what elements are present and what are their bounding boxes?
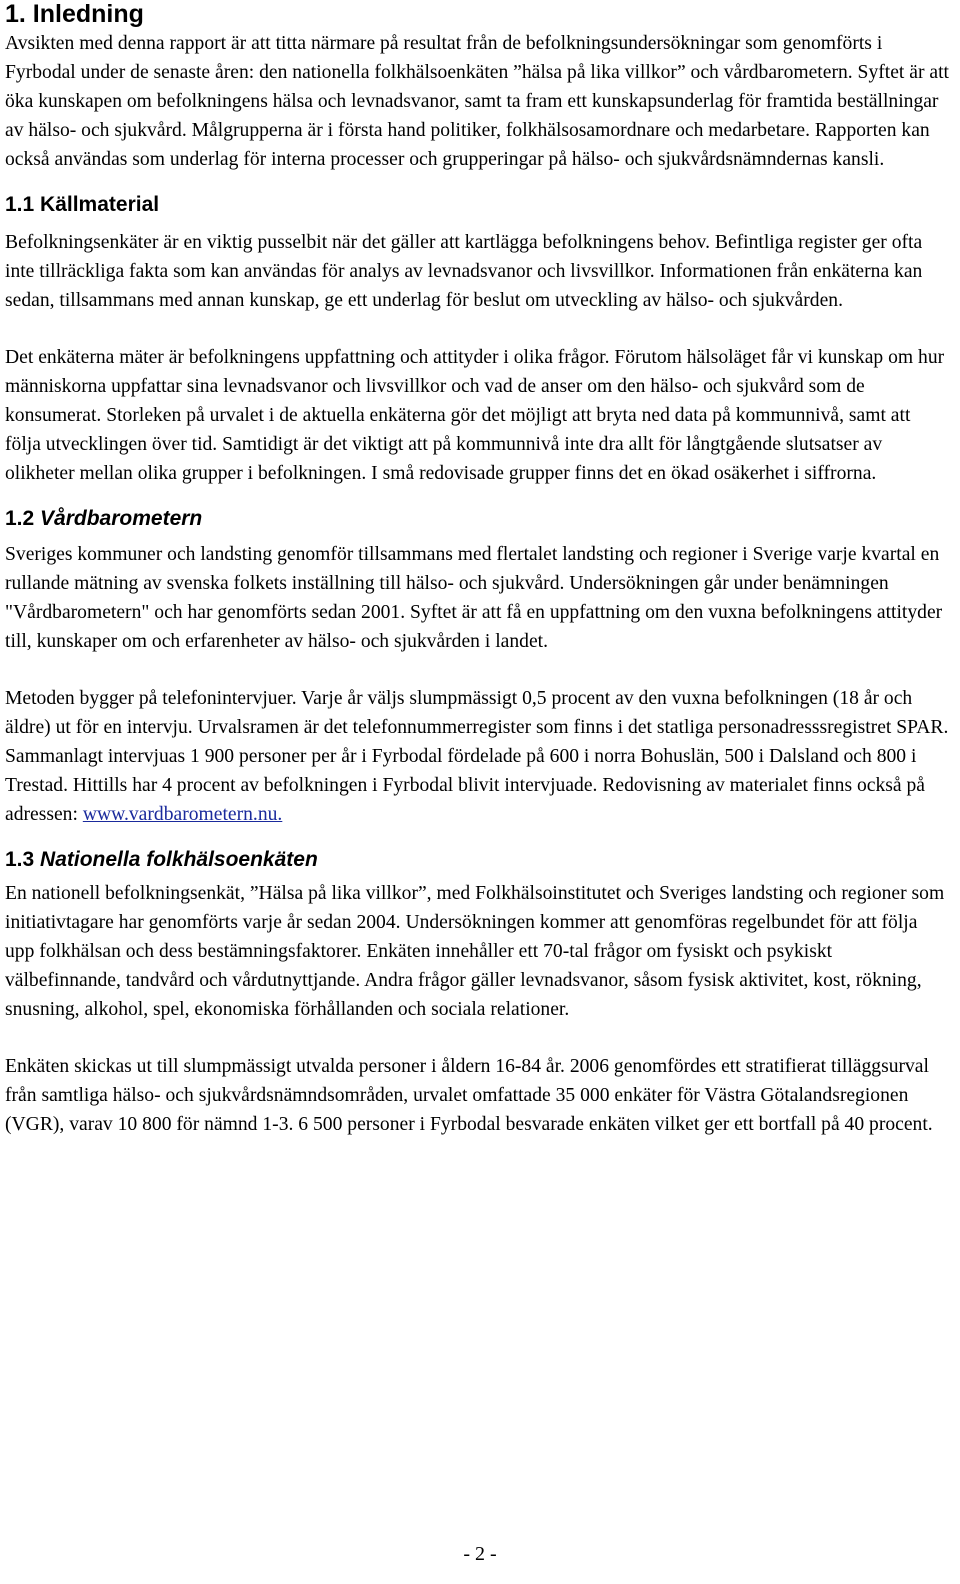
- paragraph-kallmaterial-2: Det enkäterna mäter är befolkningens uppfattning och attityder i olika frågor. Förutom hälsoläget får vi kunskap om hur människorna uppfattar sina levnadsvanor och livsvillkor och vad de anser om den hälso- och sjukvård som de konsumerat. Storleken på urvalet i de aktuella enkäterna gör det möjligt att bryta ned data på kommunnivå, samt att följa utvecklingen över tid. Samtidigt är det viktigt att på kommunnivå inte dra allt för långtgående slutsatser av olikheter mellan olika grupper i befolkningen. I små redovisade grupper finns det en ökad osäkerhet i siffrorna.: [5, 347, 945, 484]
- section-heading-inledning: 1. Inledning: [5, 0, 144, 28]
- paragraph-kallmaterial-1: Befolkningsenkäter är en viktig pusselbit när det gäller att kartlägga befolkningens behov. Befintliga register ger ofta inte tillräckliga fakta som kan användas för analys av levnadsvanor och livsvillkor. Informationen från enkäterna kan sedan, tillsammans med annan kunskap, ge ett underlag för beslut om utveckling av hälso- och sjukvården.: [5, 232, 923, 311]
- section-number: 1.3: [5, 848, 35, 871]
- paragraph-vardbarometern-1: Sveriges kommuner och landsting genomför tillsammans med flertalet landsting och regioner i Sverige varje kvartal en rullande mätning av svenska folkets inställning till hälso- och sjukvård. Undersökningen går under benämningen "Vårdbarometern" och har genomförts sedan 2001. Syftet är att få en uppfattning om den vuxna befolkningens attityder till, kunskaper om och erfarenheter av hälso- och sjukvården i landet.: [5, 544, 943, 652]
- section-title: Vårdbarometern: [40, 507, 203, 530]
- section-heading-kallmaterial: 1.1 Källmaterial: [5, 193, 160, 216]
- document-page: [5, 0, 950, 1139]
- spacer: [5, 532, 950, 540]
- spacer: [5, 1024, 950, 1052]
- spacer: [5, 488, 950, 506]
- spacer: [5, 315, 950, 343]
- paragraph-inledning: Avsikten med denna rapport är att titta närmare på resultat från de befolkningsundersökningar som genomförts i Fyrbodal under de senaste åren: den nationella folkhälsoenkäten ”hälsa på lika villkor” och vårdbarometern. Syftet är att öka kunskapen om befolkningens hälsa och levnadsvanor, samt ta fram ett kunskapsunderlag för framtida beställningar av hälso- och sjukvård. Målgrupperna är i första hand politiker, folkhälsosamordnare och medarbetare. Rapporten kan också användas som underlag för interna processer och grupperingar på hälso- och sjukvårdsnämndernas kansli.: [5, 33, 949, 170]
- spacer: [5, 656, 950, 684]
- section-number: 1.2: [5, 507, 35, 530]
- section-heading-folkhalsoenkaten: [5, 847, 950, 873]
- paragraph-folkhalsoenkaten-1: En nationell befolkningsenkät, ”Hälsa på lika villkor”, med Folkhälsoinstitutet och Sveriges landsting och regioner som initiativtagare har genomförts varje år sedan 2004. Undersökningen kommer att genomföras regelbundet för att följa upp folkhälsan och dess bestämningsfaktorer. Enkäten innehåller ett 70-tal frågor om fysiskt och psykiskt välbefinnande, tandvård och vårdutnyttjande. Andra frågor gäller levnadsvanor, såsom fysisk aktivitet, kost, rökning, snusning, alkohol, spel, ekonomiska förhållanden och sociala relationer.: [5, 883, 945, 1020]
- vardbarometern-link[interactable]: www.vardbarometern.nu.: [82, 804, 283, 825]
- page-number: - 2 -: [463, 1543, 497, 1565]
- paragraph-text: Metoden bygger på telefonintervjuer. Varje år väljs slumpmässigt 0,5 procent av den vuxna befolkningen (18 år och äldre) ut för en intervju. Urvalsramen är det telefonnummerregister som finns i det statliga personadresssregistret SPAR. Sammanlagt intervjuas 1 900 personer per år i Fyrbodal fördelade på 600 i norra Bohuslän, 500 i Dalsland och 800 i Trestad. Hittills har 4 procent av befolkningen i Fyrbodal blivit intervjuade. Redovisning av materialet finns också på adressen:: [5, 688, 949, 825]
- spacer: [5, 829, 950, 847]
- section-heading-vardbarometern: [5, 506, 950, 532]
- section-title: Nationella folkhälsoenkäten: [40, 848, 318, 871]
- paragraph-folkhalsoenkaten-2: Enkäten skickas ut till slumpmässigt utvalda personer i åldern 16-84 år. 2006 genomfördes ett stratifierat tilläggsurval från samtliga hälso- och sjukvårdsnämndsområden, urvalet omfattade 35 000 enkäter för Västra Götalandsregionen (VGR), varav 10 800 för nämnd 1-3. 6 500 personer i Fyrbodal besvarade enkäten vilket ger ett bortfall på 40 procent.: [5, 1056, 933, 1135]
- spacer: [5, 218, 950, 228]
- spacer: [5, 174, 950, 192]
- paragraph-vardbarometern-2: [5, 684, 950, 829]
